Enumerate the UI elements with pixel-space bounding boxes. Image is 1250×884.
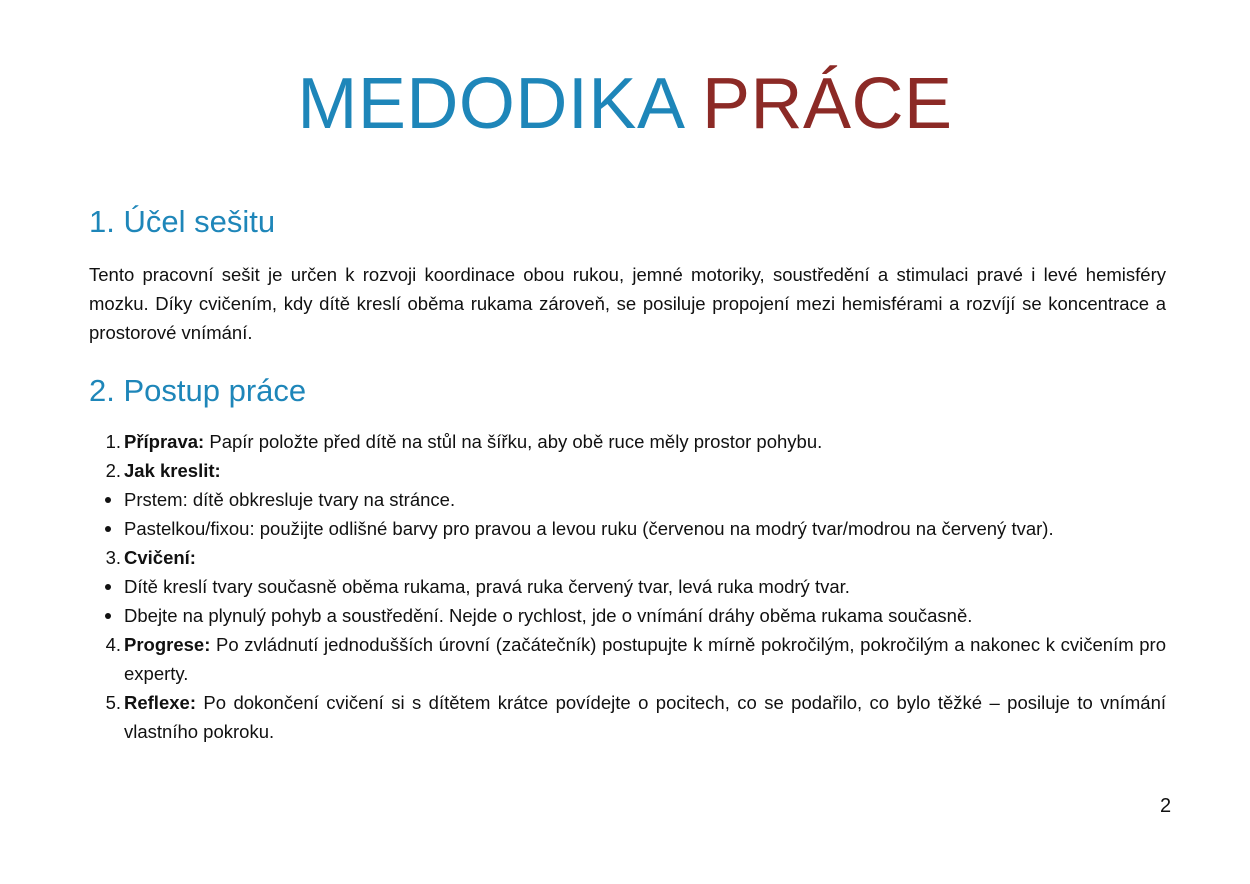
page-number: 2 <box>1160 795 1172 817</box>
list-item <box>89 427 1166 456</box>
list-item-text: Pastelkou/fixou: použijte odlišné barvy pro pravou a levou ruku (červenou na modrý tvar/modrou na červený tvar). <box>124 518 1054 539</box>
list-item-label: Cvičení: <box>124 547 196 568</box>
title-part-red: PRÁCE <box>702 64 953 144</box>
list-item-label: Jak kreslit: <box>124 460 221 481</box>
list-item <box>89 688 1166 746</box>
section-paragraph-purpose: Tento pracovní sešit je určen k rozvoji koordinace obou rukou, jemné motoriky, soustředění a stimulaci pravé i levé hemisféry mozku. Díky cvičením, kdy dítě kreslí oběma rukama zároveň, se posiluje propojení mezi hemisférami a rozvíjí se koncentrace a prostorové vnímání. <box>89 264 1166 343</box>
bullet-item <box>89 572 1166 601</box>
list-item-label: Progrese: <box>124 634 211 655</box>
list-item-label: Příprava: <box>124 431 205 452</box>
list-item-text: Dítě kreslí tvary současně oběma rukama, pravá ruka červený tvar, levá ruka modrý tvar. <box>124 576 850 597</box>
section-heading-procedure: 2. Postup práce <box>89 373 307 408</box>
bullet-item <box>89 601 1166 630</box>
list-item-text: Prstem: dítě obkresluje tvary na stránce. <box>124 489 456 510</box>
list-item-text: Po zvládnutí jednodušších úrovní (začátečník) postupujte k mírně pokročilým, pokročilým a nakonec k cvičením pro experty. <box>124 634 1166 684</box>
list-number: 2. <box>105 460 121 481</box>
list-item-text: Po dokončení cvičení si s dítětem krátce povídejte o pocitech, co se podařilo, co bylo těžké – posiluje to vnímání vlastního pokroku. <box>124 692 1166 742</box>
section-heading-purpose: 1. Účel sešitu <box>89 204 276 239</box>
title-part-blue: MEDODIKA <box>297 64 682 144</box>
list-item-text: Dbejte na plynulý pohyb a soustředění. Nejde o rychlost, jde o vnímání dráhy oběma rukama současně. <box>124 605 973 626</box>
list-item <box>89 456 1166 485</box>
bullet-item <box>89 485 1166 514</box>
list-item-label: Reflexe: <box>124 692 196 713</box>
page-title <box>0 60 1250 148</box>
bullet-item <box>89 514 1166 543</box>
list-number: 5. <box>105 692 121 713</box>
list-number: 3. <box>105 547 121 568</box>
list-item <box>89 630 1166 688</box>
list-number: 1. <box>105 431 121 452</box>
procedure-list <box>89 427 1166 746</box>
list-number: 4. <box>105 634 121 655</box>
list-item <box>89 543 1166 572</box>
list-item-text: Papír položte před dítě na stůl na šířku, aby obě ruce měly prostor pohybu. <box>204 431 823 452</box>
